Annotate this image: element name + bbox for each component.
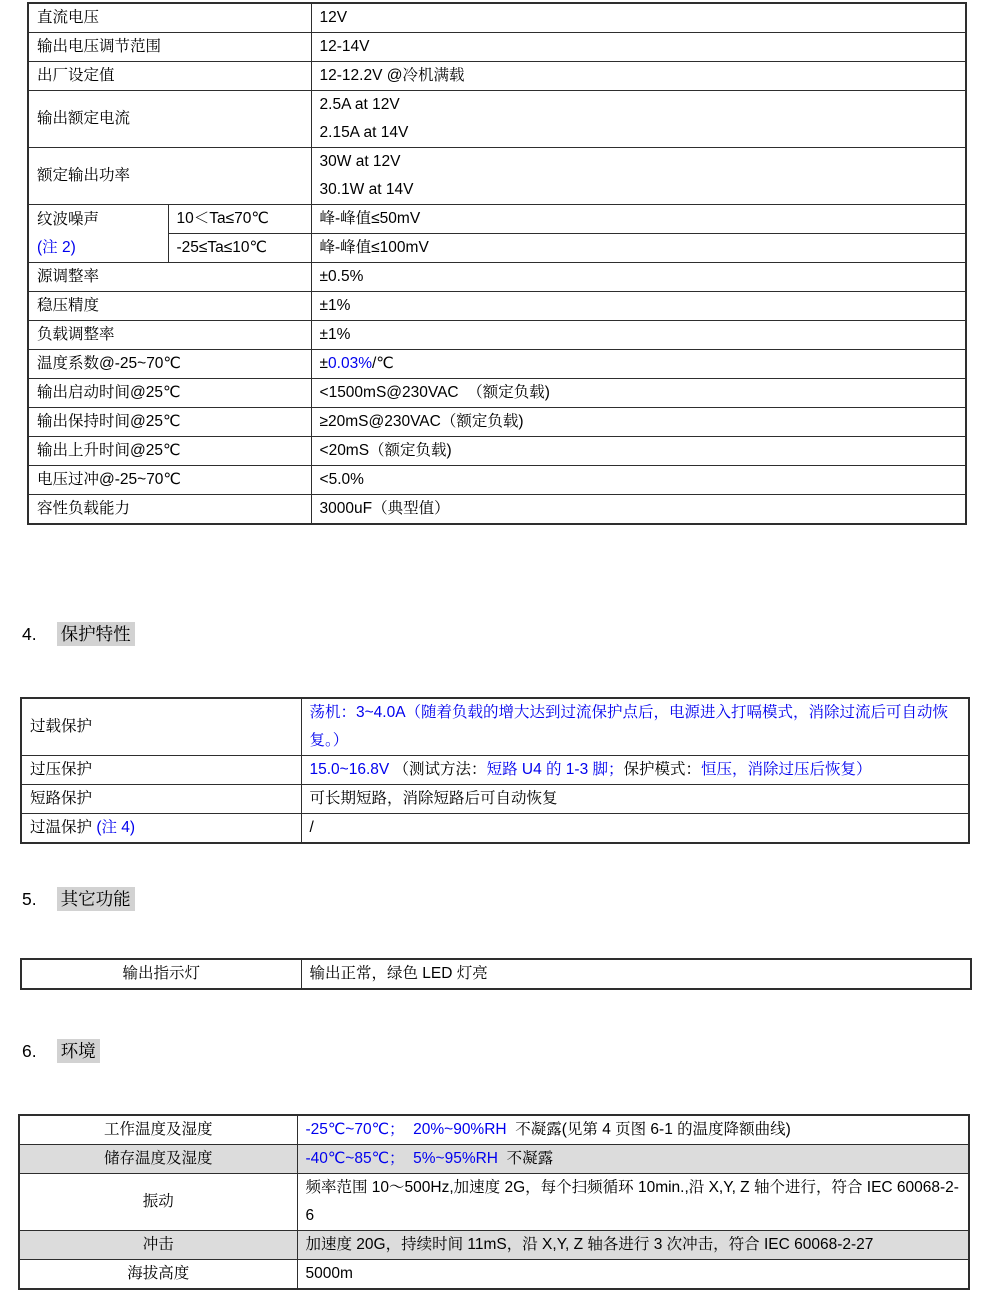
spec-label: 额定输出功率 [28, 148, 311, 205]
spec-value: 12V [311, 3, 966, 33]
spec-label-ripple-noise: 纹波噪声 (注 2) [28, 205, 168, 263]
spec-label: 温度系数@-25~70℃ [28, 350, 311, 379]
table-row [19, 1174, 969, 1231]
section-title: 环境 [57, 1039, 100, 1063]
section-number: 4. [22, 624, 37, 644]
protection-label: 短路保护 [21, 785, 301, 814]
section-heading-protection [22, 621, 1000, 647]
table-row [28, 466, 966, 495]
spec-value: 3000uF（典型值） [311, 495, 966, 525]
environment-label: 工作温度及湿度 [19, 1115, 297, 1145]
protection-label: 过载保护 [21, 698, 301, 756]
spec-value: ±1% [311, 321, 966, 350]
protection-value: 15.0~16.8V （测试方法：短路 U4 的 1-3 脚；保护模式：恒压，消除过压后恢复） [301, 756, 969, 785]
environment-value: 频率范围 10～500Hz,加速度 2G，每个扫频循环 10min.,沿 X,Y, Z 轴个进行，符合 IEC 60068-2-6 [297, 1174, 969, 1231]
spec-label: 输出启动时间@25℃ [28, 379, 311, 408]
spec-value: ±0.5% [311, 263, 966, 292]
spec-value: 峰-峰值≤50mV [311, 205, 966, 234]
environment-label: 海拔高度 [19, 1260, 297, 1290]
spec-label: 电压过冲@-25~70℃ [28, 466, 311, 495]
environment-value: 5000m [297, 1260, 969, 1290]
spec-value: ±0.03%/℃ [311, 350, 966, 379]
function-value: 输出正常，绿色 LED 灯亮 [301, 959, 971, 989]
protection-table [20, 697, 970, 844]
note-ref: (注 4) [96, 819, 136, 836]
spec-label: 输出保持时间@25℃ [28, 408, 311, 437]
table-row [28, 234, 966, 263]
environment-table [18, 1114, 970, 1290]
spec-label: 负载调整率 [28, 321, 311, 350]
spec-label: 稳压精度 [28, 292, 311, 321]
spec-label: 输出上升时间@25℃ [28, 437, 311, 466]
functions-table [20, 958, 972, 990]
spec-value: <20mS（额定负载) [311, 437, 966, 466]
spec-value: ±1% [311, 292, 966, 321]
environment-label: 储存温度及湿度 [19, 1145, 297, 1174]
spec-label: 出厂设定值 [28, 62, 311, 91]
protection-value: 荡机：3~4.0A（随着负载的增大达到过流保护点后，电源进入打嗝模式，消除过流后可自动恢复。） [301, 698, 969, 756]
table-row [28, 408, 966, 437]
protection-label: 过温保护 (注 4) [21, 814, 301, 844]
note-ref: (注 2) [37, 238, 76, 256]
spec-value: 12-14V [311, 33, 966, 62]
spec-value: 峰-峰值≤100mV [311, 234, 966, 263]
section-heading-environment [22, 1038, 1000, 1064]
ripple-condition: 10＜Ta≤70℃ [168, 205, 311, 234]
table-row [28, 437, 966, 466]
environment-value: -40℃~85℃； 5%~95%RH 不凝露 [297, 1145, 969, 1174]
table-row [21, 698, 969, 756]
table-row [28, 62, 966, 91]
table-row [28, 379, 966, 408]
table-row [28, 495, 966, 525]
protection-value: / [301, 814, 969, 844]
function-label: 输出指示灯 [21, 959, 301, 989]
section-heading-functions [22, 886, 1000, 912]
table-row [28, 263, 966, 292]
spec-label: 输出额定电流 [28, 91, 311, 148]
spec-label: 源调整率 [28, 263, 311, 292]
table-row [21, 959, 971, 989]
spec-label: 容性负载能力 [28, 495, 311, 525]
spec-label: 输出电压调节范围 [28, 33, 311, 62]
spec-value: ≥20mS@230VAC（额定负载) [311, 408, 966, 437]
table-row [28, 205, 966, 234]
environment-label: 振动 [19, 1174, 297, 1231]
section-title: 保护特性 [57, 622, 135, 646]
table-row [28, 33, 966, 62]
table-row [28, 321, 966, 350]
section-number: 5. [22, 889, 37, 909]
ripple-condition: -25≤Ta≤10℃ [168, 234, 311, 263]
protection-label: 过压保护 [21, 756, 301, 785]
electrical-spec-table [27, 2, 967, 525]
spec-value: 12-12.2V @冷机满载 [311, 62, 966, 91]
protection-value: 可长期短路，消除短路后可自动恢复 [301, 785, 969, 814]
table-row [28, 3, 966, 33]
environment-value: -25℃~70℃； 20%~90%RH 不凝露(见第 4 页图 6-1 的温度降额曲线) [297, 1115, 969, 1145]
spec-label: 直流电压 [28, 3, 311, 33]
environment-label: 冲击 [19, 1231, 297, 1260]
table-row [21, 756, 969, 785]
environment-value: 加速度 20G，持续时间 11mS，沿 X,Y, Z 轴各进行 3 次冲击，符合 IEC 60068-2-27 [297, 1231, 969, 1260]
table-row [28, 292, 966, 321]
table-row [28, 148, 966, 205]
section-number: 6. [22, 1041, 37, 1061]
table-row [19, 1145, 969, 1174]
table-row [21, 785, 969, 814]
spec-value: 2.5A at 12V 2.15A at 14V [311, 91, 966, 148]
spec-value: <1500mS@230VAC （额定负载) [311, 379, 966, 408]
table-row [28, 91, 966, 148]
table-row [21, 814, 969, 844]
spec-value: 30W at 12V 30.1W at 14V [311, 148, 966, 205]
table-row [19, 1231, 969, 1260]
spec-value: <5.0% [311, 466, 966, 495]
section-title: 其它功能 [57, 887, 135, 911]
table-row [28, 350, 966, 379]
table-row [19, 1260, 969, 1290]
table-row [19, 1115, 969, 1145]
